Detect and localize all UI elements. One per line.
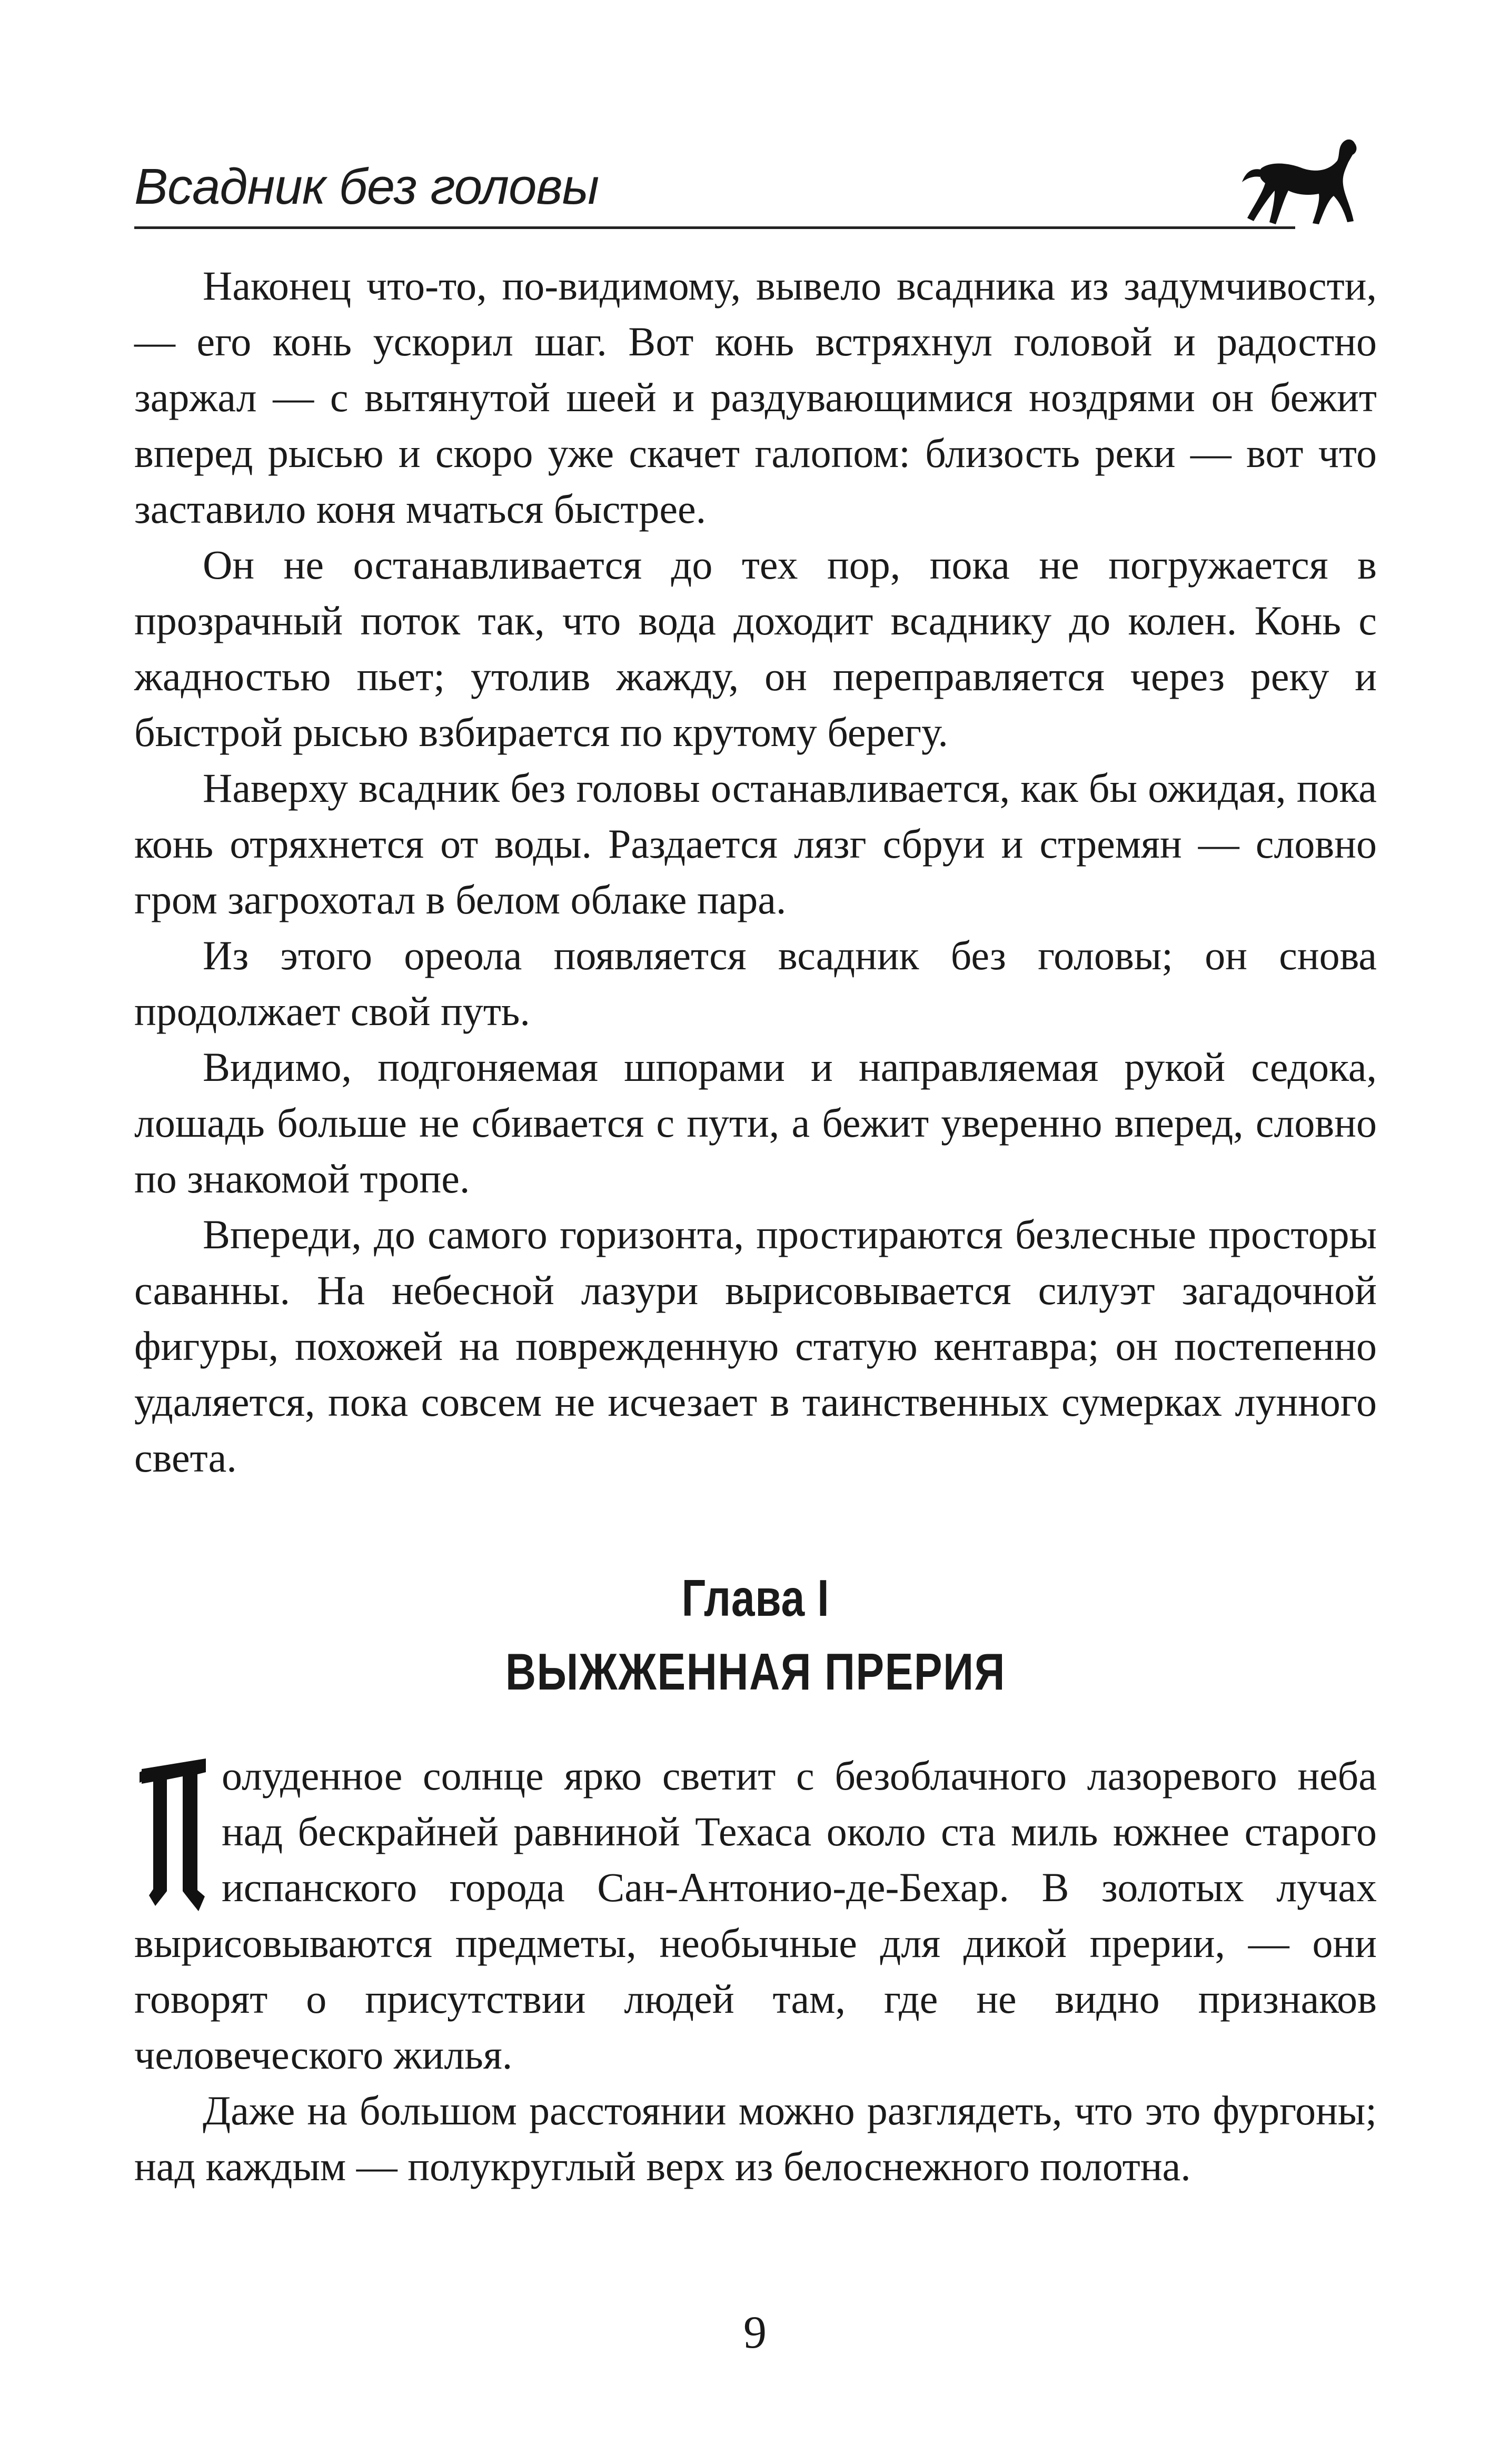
paragraph (134, 1748, 1377, 2083)
running-head-rule (134, 226, 1295, 229)
paragraph: Видимо, подгоняемая шпорами и направляемая рукой седока, лошадь больше не сбивается с пути, а бежит уверенно вперед, словно по знакомой тропе. (134, 1044, 1377, 1201)
page-number: 9 (743, 2307, 767, 2358)
running-head (134, 142, 1356, 237)
paragraph: Наверху всадник без головы останавливается, как бы ожидая, пока конь отряхнется от воды. Раздается лязг сбруи и стремян — словно гром загрохотал в белом облаке пара. (134, 765, 1377, 922)
paragraph: Из этого ореола появляется всадник без головы; он снова продолжает свой путь. (134, 932, 1377, 1034)
first-paragraph-text: олуденное солнце ярко светит с безоблачного лазоревого неба над бескрайней равниной Техаса около ста миль южнее старого испанского города Сан-Антонио-де-Бехар. В золотых лучах вырисовываются предметы, необычные для дикой прерии, — они говорят о присутствии людей там, где не видно признаков человеческого жилья. (134, 1753, 1377, 2078)
running-head-title: Всадник без головы (134, 158, 599, 215)
chapter-heading (134, 1564, 1377, 1706)
paragraph: Впереди, до самого горизонта, простираются безлесные просторы саванны. На небесной лазури вырисовывается силуэт загадочной фигуры, похожей на поврежденную статую кентавра; он постепенно удаляется, пока совсем не исчезает в таинственных сумерках лунного света. (134, 1211, 1377, 1481)
chapter-title: ВЫЖЖЕННАЯ ПРЕРИЯ (505, 1643, 1006, 1701)
horse-silhouette-icon (1240, 132, 1366, 237)
paragraph: Наконец что-то, по-видимому, вывело всадника из задумчивости, — его конь ускорил шаг. Вот конь встряхнул головой и радостно заржал — с вытянутой шеей и раздувающимися ноздрями он бежит вперед рысью и скоро уже скачет галопом: близость реки — вот что заставило коня мчаться быстрее. (134, 263, 1377, 532)
dropcap-letter-icon (134, 1753, 213, 1911)
paragraph: Даже на большом расстоянии можно разглядеть, что это фургоны; над каждым — полукруглый верх из белоснежного полотна. (134, 2088, 1377, 2189)
chapter-text (134, 1748, 1377, 2194)
chapter-number: Глава I (681, 1569, 830, 1627)
body-text (134, 258, 1377, 1486)
paragraph: Он не останавливается до тех пор, пока не погружается в прозрачный поток так, что вода доходит всаднику до колен. Конь с жадностью пьет; утолив жажду, он переправляется через реку и быстрой рысью взбирается по крутому берегу. (134, 542, 1377, 755)
